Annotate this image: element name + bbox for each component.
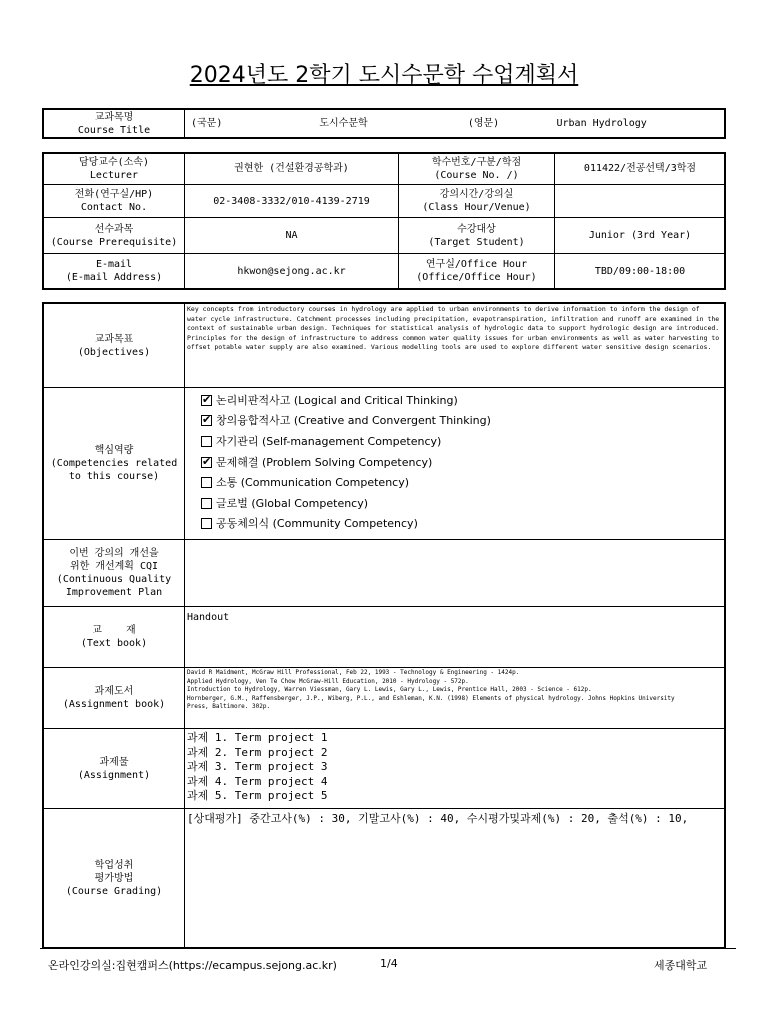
assignment-item: 과제 3. Term project 3 bbox=[187, 760, 328, 773]
course-title-table bbox=[43, 109, 726, 138]
cqi-label: 이번 강의의 개선을 위한 개선계획 CQI (Continuous Quality Improvement Plan bbox=[44, 540, 185, 607]
checkbox-icon[interactable] bbox=[201, 436, 212, 447]
prerequisite-value: NA bbox=[185, 218, 399, 254]
checkbox-icon[interactable] bbox=[201, 477, 212, 488]
office-hour-value: TBD/09:00-18:00 bbox=[555, 254, 726, 289]
objectives-text: Key concepts from introductory courses in hydrology are applied to urban environments to derive information to inform the design of water cycle infrastructure. Catchment processes including precipitation, evapotranspiration, infiltration and runoff are examined in the context of sustainable urban design. Techniques for statistical analysis of hydrologic data to support hydrologic design are introduced. Principles for the design of infrastructure to address common water quality issues for urban environments as well as water harvesting to offset potable water supply are also examined. Various modelling tools are used to explore different water sensitive design scenarios. bbox=[185, 304, 726, 388]
competency-creative[interactable]: ✔ 창의융합적사고 (Creative and Convergent Thinking) bbox=[187, 411, 723, 432]
assignment-label: 과제물 (Assignment) bbox=[44, 729, 185, 809]
course-no-value: 011422/전공선택/3학점 bbox=[555, 154, 726, 185]
assignment-book-line: Press, Baltimore. 302p. bbox=[187, 703, 271, 710]
footer-ecampus-link[interactable]: 온라인강의실:집현캠퍼스(https://ecampus.sejong.ac.kr) bbox=[48, 959, 337, 972]
competencies-label: 핵심역량 (Competencies related to this course) bbox=[44, 388, 185, 540]
english-tag: (영문) bbox=[429, 110, 539, 138]
assignment-item: 과제 4. Term project 4 bbox=[187, 774, 328, 788]
grading-label: 학업성취 평가방법 (Course Grading) bbox=[44, 809, 185, 949]
competencies-list bbox=[185, 388, 726, 540]
checkbox-icon[interactable] bbox=[201, 518, 212, 529]
assignment-book-line: Introduction to Hydrology, Warren Viessman, Gary L. Lewis, Gary L., Lewis, Prentice Hall, 2003 - Science - 612p. bbox=[187, 686, 592, 693]
assignment-item: 과제 1. Term project 1 bbox=[187, 731, 328, 744]
footer-university: 세종대학교 bbox=[654, 959, 708, 972]
course-title-label: 교과목명 Course Title bbox=[44, 110, 185, 138]
office-hour-label: 연구실/Office Hour (Office/Office Hour) bbox=[399, 254, 555, 289]
contact-label: 전화(연구실/HP) Contact No. bbox=[44, 184, 185, 218]
checkbox-icon[interactable] bbox=[201, 498, 212, 509]
textbook-label: 교 재 (Text book) bbox=[44, 607, 185, 668]
target-student-label: 수강대상 (Target Student) bbox=[399, 218, 555, 254]
assignment-book-line: Hornberger, G.M., Raffensberger, J.P., Wiberg, P.L., and Eshleman, K.N. (1998) Elements of physical hydrology. Johns Hopkins University bbox=[187, 694, 675, 702]
page-title: 2024년도 2학기 도시수문학 수업계획서 bbox=[189, 63, 579, 88]
competency-logical[interactable]: ✔ 논리비판적사고 (Logical and Critical Thinking) bbox=[187, 390, 723, 411]
checkbox-checked-icon[interactable] bbox=[201, 415, 212, 426]
korean-tag: (국문) bbox=[185, 110, 259, 138]
lecturer-label: 담당교수(소속) Lecturer bbox=[44, 154, 185, 185]
lecturer-value: 권현한 (건설환경공학과) bbox=[185, 154, 399, 185]
assignment-book-label: 과제도서 (Assignment book) bbox=[44, 668, 185, 729]
email-label: E-mail (E-mail Address) bbox=[44, 254, 185, 289]
email-value[interactable]: hkwon@sejong.ac.kr bbox=[185, 254, 399, 289]
textbook-value: Handout bbox=[185, 607, 726, 668]
competency-communication[interactable]: 소통 (Communication Competency) bbox=[187, 472, 723, 493]
footer-page-number: 1/4 bbox=[380, 957, 398, 970]
contact-value: 02-3408-3332/010-4139-2719 bbox=[185, 184, 399, 218]
assignment-list bbox=[185, 729, 726, 809]
competency-community[interactable]: 공동체의식 (Community Competency) bbox=[187, 514, 723, 535]
objectives-label: 교과목표 (Objectives) bbox=[44, 304, 185, 388]
competency-global[interactable]: 글로벌 (Global Competency) bbox=[187, 493, 723, 514]
korean-course-name: 도시수문학 bbox=[259, 110, 429, 138]
class-hour-value bbox=[555, 184, 726, 218]
footer-divider bbox=[40, 948, 736, 949]
checkbox-checked-icon[interactable] bbox=[201, 457, 212, 468]
grading-value: [상대평가] 중간고사(%) : 30, 기말고사(%) : 40, 수시평가및과제(%) : 20, 출석(%) : 10, bbox=[185, 809, 726, 949]
class-hour-label: 강의시간/강의실 (Class Hour/Venue) bbox=[399, 184, 555, 218]
target-student-value: Junior (3rd Year) bbox=[555, 218, 726, 254]
prerequisite-label: 선수과목 (Course Prerequisite) bbox=[44, 218, 185, 254]
course-no-label: 학수번호/구분/학점 (Course No. /) bbox=[399, 154, 555, 185]
assignment-book-line: Applied Hydrology, Ven Te Chow McGraw-Hill Education, 2010 - Hydrology - 572p. bbox=[187, 677, 469, 685]
english-course-name: Urban Hydrology bbox=[539, 110, 726, 138]
info-table bbox=[43, 153, 726, 289]
assignment-item: 과제 2. Term project 2 bbox=[187, 745, 328, 759]
assignment-book-line: David R Maidment, McGraw Hill Professional, Feb 22, 1993 - Technology & Engineering - 1424p. bbox=[187, 669, 520, 676]
competency-problem-solving[interactable]: ✔ 문제해결 (Problem Solving Competency) bbox=[187, 452, 723, 473]
competency-self-management[interactable]: 자기관리 (Self-management Competency) bbox=[187, 431, 723, 452]
assignment-book-list bbox=[185, 668, 726, 729]
main-table bbox=[43, 303, 726, 949]
assignment-item: 과제 5. Term project 5 bbox=[187, 789, 328, 802]
checkbox-checked-icon[interactable] bbox=[201, 395, 212, 406]
cqi-value bbox=[185, 540, 726, 607]
